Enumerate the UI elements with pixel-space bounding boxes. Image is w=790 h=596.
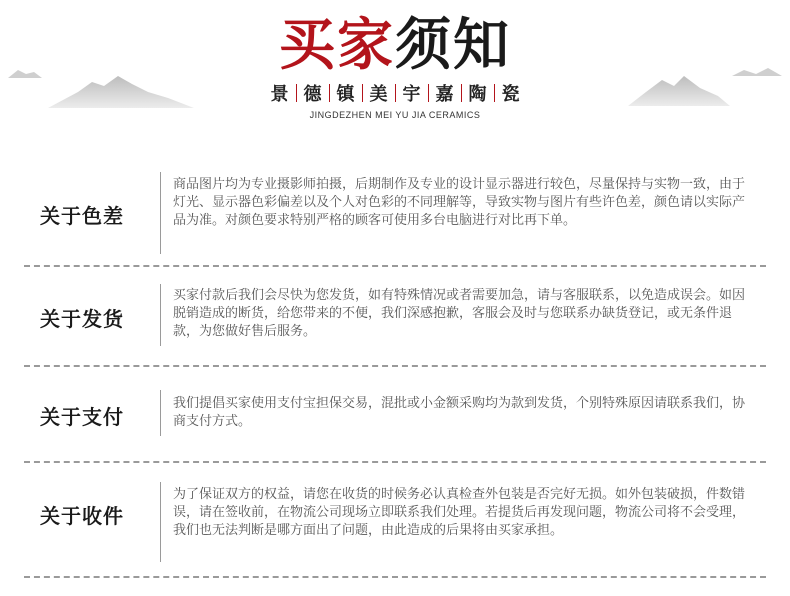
- title-red-part: 买家: [279, 12, 395, 78]
- section-title: 关于色差: [40, 204, 124, 228]
- section-title: 关于支付: [40, 405, 124, 429]
- brand-char: 瓷: [501, 84, 520, 105]
- brand-english-name: JINGDEZHEN MEI YU JIA CERAMICS: [309, 110, 481, 120]
- section-title: 关于收件: [40, 504, 124, 528]
- brand-char: 嘉: [435, 84, 454, 105]
- brand-separator: [428, 84, 429, 102]
- brand-char: 陶: [468, 84, 487, 105]
- section-title: 关于发货: [40, 307, 124, 331]
- section-divider-line: [160, 390, 161, 436]
- brand-char: 景: [270, 84, 289, 105]
- brand-char: 宇: [402, 84, 421, 105]
- dashed-divider: [24, 365, 766, 367]
- brand-char: 镇: [336, 84, 355, 105]
- section-divider-line: [160, 482, 161, 562]
- brand-separator: [362, 84, 363, 102]
- brand-separator: [461, 84, 462, 102]
- section-divider-line: [160, 284, 161, 346]
- dashed-divider: [24, 265, 766, 267]
- page-header: [0, 0, 790, 130]
- brand-separator: [296, 84, 297, 102]
- section-text: 买家付款后我们会尽快为您发货，如有特殊情况或者需要加急，请与客服联系，以免造成误会。如因脱销造成的断货，给您带来的不便，我们深感抱歉，客服会及时与您联系办缺货登记，或无条件退款，为您做好售后服务。: [173, 288, 746, 339]
- page-title: [0, 10, 790, 80]
- section-text: 为了保证双方的权益，请您在收货的时候务必认真检查外包装是否完好无损。如外包装破损，件数错误，请在签收前，在物流公司现场立即联系我们处理。若提货后再发现问题，物流公司将不会受理，我们也无法判断是哪方面出了问题，由此造成的后果将由买家承担。: [173, 487, 746, 538]
- brand-separator: [395, 84, 396, 102]
- brand-char: 德: [303, 84, 322, 105]
- dashed-divider: [24, 461, 766, 463]
- section-divider-line: [160, 172, 161, 254]
- dashed-divider: [24, 576, 766, 578]
- section-text: 我们提倡买家使用支付宝担保交易，混批或小金额采购均为款到发货，个别特殊原因请联系我们，协商支付方式。: [173, 396, 746, 429]
- brand-separator: [329, 84, 330, 102]
- title-dark-part: 须知: [395, 12, 511, 78]
- brand-name-row: [0, 80, 790, 106]
- brand-separator: [494, 84, 495, 102]
- brand-char: 美: [369, 84, 388, 105]
- section-text: 商品图片均为专业摄影师拍摄，后期制作及专业的设计显示器进行较色，尽量保持与实物一致，由于灯光、显示器色彩偏差以及个人对色彩的不同理解等，导致实物与图片有些许色差，颜色请以实际产品为准。对颜色要求特别严格的顾客可使用多台电脑进行对比再下单。: [173, 177, 746, 228]
